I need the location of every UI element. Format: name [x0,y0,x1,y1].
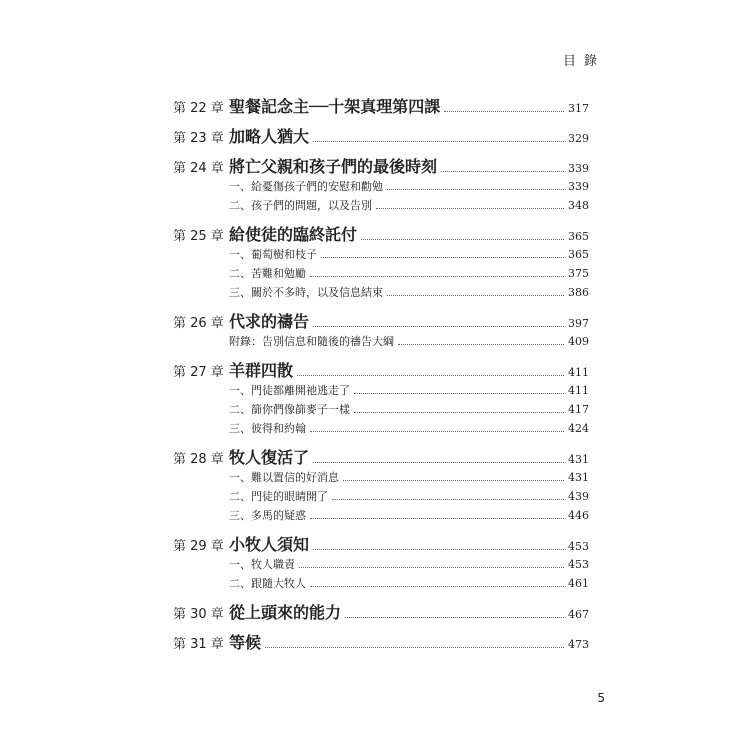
chapter-number: 第 28 章 [173,452,224,467]
page-number: 365 [568,230,589,243]
chapter-title: 等候 [229,633,262,652]
chapter-number: 第 31 章 [173,637,224,652]
dot-leader [376,208,564,209]
page-number: 317 [568,102,589,115]
dot-leader [343,480,564,481]
page-number: 339 [568,162,589,175]
chapter-title: 聖餐記念主──十架真理第四課 [229,97,441,116]
chapter-title: 牧人復活了 [229,448,310,467]
dot-leader [313,549,564,550]
section-title: 二、跟隨大牧人 [229,577,306,590]
toc-section[interactable] [173,575,589,594]
section-title: 二、篩你們像篩麥子一樣 [229,403,350,416]
dot-leader [387,189,564,190]
page-number: 431 [568,453,589,466]
dot-leader [387,295,564,296]
toc-chapter-28[interactable] [173,445,589,469]
toc-section[interactable] [173,197,589,216]
chapter-title: 加略人猶大 [229,127,310,146]
page-number: 348 [568,199,589,212]
page-number: 339 [568,180,589,193]
page-number: 365 [568,248,589,261]
section-title: 二、苦難和勉勵 [229,267,306,280]
dot-leader [310,518,564,519]
chapter-title: 將亡父親和孩子們的最後時刻 [229,157,438,176]
dot-leader [310,586,564,587]
dot-leader [313,141,564,142]
page-number: 397 [568,317,589,330]
dot-leader [310,431,564,432]
chapter-number: 第 24 章 [173,161,224,176]
toc-chapter-31[interactable] [173,630,589,654]
page-number: 453 [568,540,589,553]
page-number: 431 [568,471,589,484]
dot-leader [313,462,564,463]
section-title: 三、多馬的疑惑 [229,509,306,522]
section-title: 二、孩子們的問題，以及告別 [229,199,372,212]
toc-section[interactable] [173,401,589,420]
chapter-number: 第 25 章 [173,229,224,244]
toc-section[interactable] [173,246,589,265]
toc-section[interactable] [173,420,589,439]
dot-leader [321,257,564,258]
chapter-number: 第 23 章 [173,131,224,146]
dot-leader [345,617,564,618]
chapter-number: 第 27 章 [173,365,224,380]
page-number: 409 [568,335,589,348]
chapter-title: 從上頭來的能力 [229,603,342,622]
chapter-title: 給使徒的臨終託付 [229,225,358,244]
chapter-number: 第 30 章 [173,607,224,622]
page-footer-number: 5 [597,691,605,705]
toc-section[interactable] [173,333,589,352]
toc-chapter-30[interactable] [173,600,589,624]
running-header: 目錄 [562,54,605,69]
dot-leader [332,499,564,500]
page-number: 375 [568,267,589,280]
toc-chapter-27[interactable] [173,358,589,382]
toc-section[interactable] [173,507,589,526]
dot-leader [354,412,564,413]
toc-section[interactable] [173,382,589,401]
toc-section[interactable] [173,284,589,303]
dot-leader [354,393,564,394]
dot-leader [361,239,564,240]
toc-section[interactable] [173,556,589,575]
chapter-number: 第 22 章 [173,101,224,116]
dot-leader [265,647,564,648]
dot-leader [299,567,564,568]
toc-chapter-22[interactable] [173,94,589,118]
chapter-title: 小牧人須知 [229,535,310,554]
page-number: 386 [568,286,589,299]
section-title: 二、門徒的眼睛開了 [229,490,328,503]
section-title: 三、關於不多時，以及信息結束 [229,286,383,299]
dot-leader [297,375,564,376]
section-title: 一、牧人職責 [229,558,295,571]
page-number: 473 [568,638,589,651]
section-title: 一、門徒都離開祂逃走了 [229,384,350,397]
toc-chapter-25[interactable] [173,222,589,246]
section-title: 一、給憂傷孩子們的安慰和勸勉 [229,180,383,193]
dot-leader [398,344,564,345]
toc-section[interactable] [173,469,589,488]
chapter-title: 代求的禱告 [229,312,310,331]
chapter-number: 第 29 章 [173,539,224,554]
toc-section[interactable] [173,265,589,284]
dot-leader [441,171,564,172]
toc-chapter-24[interactable] [173,154,589,178]
page-number: 439 [568,490,589,503]
dot-leader [313,326,564,327]
page-number: 411 [568,384,589,397]
toc-section[interactable] [173,178,589,197]
dot-leader [444,111,564,112]
section-title: 附錄：告別信息和隨後的禱告大綱 [229,335,394,348]
toc-chapter-29[interactable] [173,532,589,556]
page-number: 411 [568,366,589,379]
section-title: 三、彼得和約翰 [229,422,306,435]
chapter-title: 羊群四散 [229,361,294,380]
page-number: 453 [568,558,589,571]
page-number: 329 [568,132,589,145]
page-number: 424 [568,422,589,435]
toc-chapter-23[interactable] [173,124,589,148]
page-number: 446 [568,509,589,522]
section-title: 一、難以置信的好消息 [229,471,339,484]
chapter-number: 第 26 章 [173,316,224,331]
toc-chapter-26[interactable] [173,309,589,333]
toc-section[interactable] [173,488,589,507]
dot-leader [310,276,564,277]
section-title: 一、葡萄樹和枝子 [229,248,317,261]
page-number: 461 [568,577,589,590]
page-number: 467 [568,608,589,621]
page-number: 417 [568,403,589,416]
table-of-contents [173,94,589,654]
